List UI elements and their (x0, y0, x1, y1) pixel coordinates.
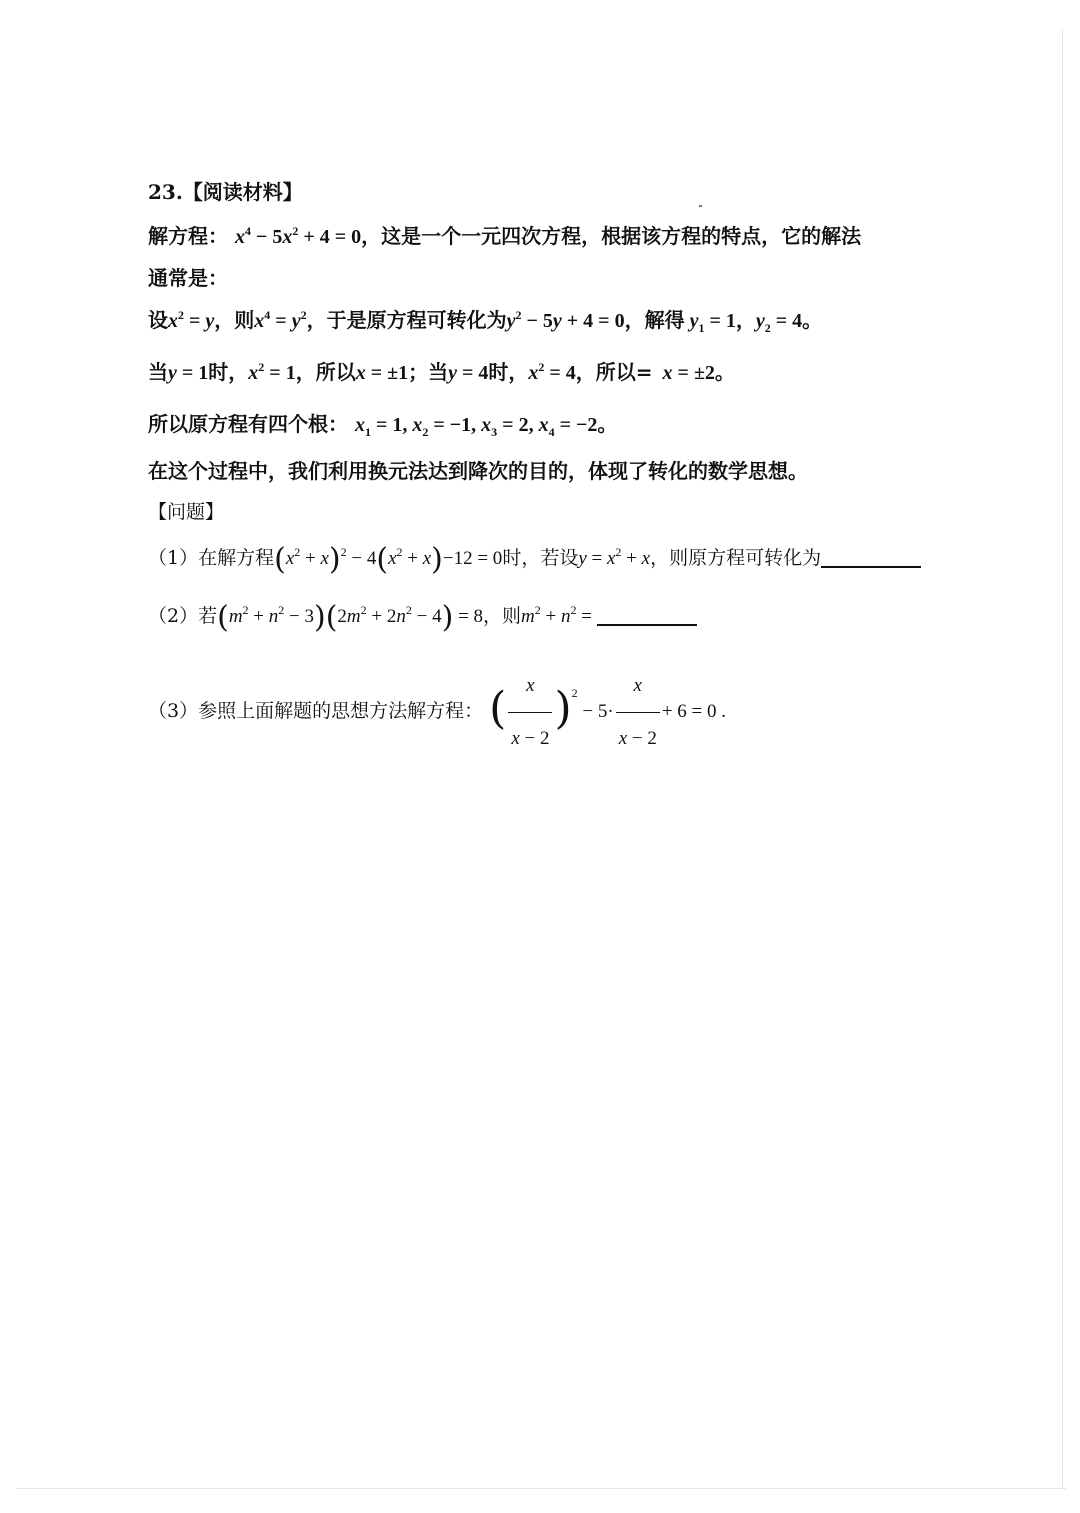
intro-lead: 解方程： (148, 224, 228, 248)
question-heading: 【问题】 (148, 501, 225, 523)
step2-text: ，所以 (295, 360, 356, 384)
step1-text: ，于是原方程可转化为 (306, 308, 507, 332)
step2-text: 时， (208, 360, 249, 384)
intro-rest: ，这是一个一元四次方程，根据该方程的特点，它的解法 (361, 224, 862, 248)
q3-equation: ( $\frac{x}{x - 2}$ )$^2$ − 5· $\frac{x}{x - 2}$ + 6 = 0 . (489, 701, 726, 722)
q1-text: ，则原方程可转化为 (650, 547, 822, 569)
step1-text: ， (735, 308, 756, 332)
step1-text: 。 (802, 308, 823, 332)
scan-speck (699, 205, 702, 207)
q2-answer-blank[interactable] (597, 624, 697, 626)
q2-expression: $m^2 + n^2$ = (521, 603, 597, 627)
q1-substitution: $y = x^2 + x$ (578, 545, 651, 569)
q1-equation: $(x^2 + x)^2 - 4(x^2 + x)-12 = 0$ (274, 542, 503, 577)
intro-cont: 通常是： (148, 266, 228, 290)
scan-edge-bottom (16, 1488, 1066, 1489)
step2-text: 当 (148, 360, 168, 384)
q1-text: （1）在解方程 (148, 547, 275, 569)
q3-text: （3）参照上面解题的思想方法解方程： (148, 699, 484, 722)
roots-line: 所以原方程有四个根： $x_1 = 1$, $x_2 = -1$, $x_3 = 2$, $x_4 = -2$。 (148, 412, 618, 439)
step2-math: x = ±1 (355, 362, 409, 384)
step2-text: ；当 (408, 360, 449, 384)
reading-heading: 【阅读材料】 (182, 180, 303, 204)
step2-math: x = ±2 (652, 362, 715, 384)
step1-math: $y_1 = 1$ (684, 310, 736, 335)
step2-math: y = 4 (448, 362, 489, 384)
step2-math: $x^2 = 4$ (528, 360, 576, 384)
step1-line (148, 306, 822, 335)
q2-equation: $(m^2 + n^2 - 3)(2m^2 + 2n^2 - 4) = 8$ (217, 600, 484, 635)
q1-text: 时，若设 (502, 547, 579, 569)
step2-text: 时， (488, 360, 529, 384)
step1-math: $x^4 = y^2$ (254, 308, 307, 332)
fraction: $\frac{x}{x - 2}$ (616, 662, 660, 763)
summary-line: 在这个过程中，我们利用换元法达到降次的目的，体现了转化的数学思想。 (148, 459, 808, 483)
q2-text: ，则 (483, 605, 522, 627)
step2-text: ，所以= (575, 360, 653, 384)
question-1 (148, 542, 921, 577)
question-3 (148, 662, 726, 763)
question-2 (148, 600, 697, 635)
scan-edge-right (1062, 30, 1063, 1488)
problem-number: 23. (148, 180, 183, 204)
q2-text: （2）若 (148, 605, 218, 627)
intro-equation: $x^4 - 5x^2 + 4 = 0$ (234, 224, 362, 248)
step1-math: $x^2 = y$ (168, 308, 215, 332)
intro-line (148, 222, 861, 251)
problem-title (148, 178, 303, 206)
step1-text: ，则 (214, 308, 255, 332)
fraction: $\frac{x}{x - 2}$ (508, 662, 552, 763)
q1-answer-blank[interactable] (821, 566, 921, 568)
roots-math: $x_1 = 1$, $x_2 = -1$, $x_3 = 2$, $x_4 = -2$ (354, 414, 598, 439)
step1-math: $y_2 = 4$ (755, 310, 803, 335)
step1-text: 设 (148, 308, 168, 332)
step2-math: $x^2 = 1$ (248, 360, 296, 384)
roots-lead: 所以原方程有四个根： (148, 412, 348, 436)
step2-math: y = 1 (168, 362, 209, 384)
step2-text: 。 (714, 360, 735, 384)
step2-line (148, 358, 735, 387)
step1-text: ，解得 (624, 308, 685, 332)
step1-math: $y^2 - 5y + 4 = 0$ (506, 308, 625, 332)
